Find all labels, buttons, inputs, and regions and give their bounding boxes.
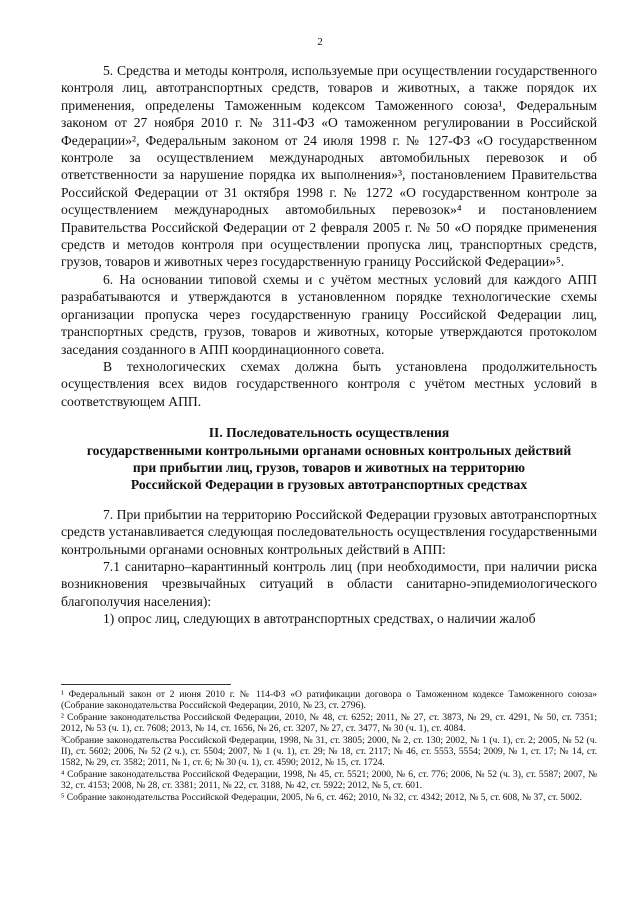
footnote-1: ¹ Федеральный закон от 2 июня 2010 г. № 114-ФЗ «О ратификации договора о Таможенном кодексе Таможенного союза» (Собрание законодательства Российской Федерации, 2010, № 23, ст. 2796). bbox=[61, 689, 597, 712]
section-heading-line: II. Последовательность осуществления bbox=[208, 425, 450, 441]
paragraph-7-1: 7.1 санитарно–карантинный контроль лиц (при необходимости, при наличии риска возникновения чрезвычайных ситуаций в области санитарно-эпидемиологического благополучия населения): bbox=[61, 558, 597, 609]
document-body bbox=[61, 62, 597, 628]
footnote-5: ⁵ Собрание законодательства Российской Федерации, 2005, № 6, ст. 462; 2010, № 32, ст. 4342; 2012, № 5, ст. 608, № 37, ст. 5002. bbox=[61, 791, 582, 803]
paragraph-6: 6. На основании типовой схемы и с учётом местных условий для каждого АПП разрабатываются и утверждаются в установленном порядке технологические схемы организации пропуска через государственную границу Российской Федерации лиц, транспортных средств, грузов, товаров и животных, которые утверждаются протоколом заседания созданного в АПП координационного совета. bbox=[61, 271, 597, 357]
footnote-divider bbox=[61, 684, 231, 685]
footnote-4: ⁴ Собрание законодательства Российской Федерации, 1998, № 45, ст. 5521; 2000, № 6, ст. 776; 2006, № 52 (ч. 3), ст. 5587; 2007, № 32, ст. 4153; 2008, № 28, ст. 3381; 2011, № 22, ст. 3188, № 42, ст. 5922; 2012, № 5, ст. 601. bbox=[61, 768, 597, 792]
paragraph-6-continued: В технологических схемах должна быть установлена продолжительность осуществления всех видов государственного контроля с учётом местных условий в соответствующем АПП. bbox=[61, 358, 597, 409]
section-heading-line: государственными контрольными органами основных контрольных действий bbox=[86, 442, 572, 458]
footnote-3: ³Собрание законодательства Российской Федерации, 1998, № 31, ст. 3805; 2000, № 2, ст. 130; 2002, № 1 (ч. 1), ст. 2; 2005, № 52 (ч. II), ст. 5602; 2006, № 52 (2 ч.), ст. 5504; 2007, № 1 (ч. 1), ст. 29; № 18, ст. 2117; № 46, ст. 5553, 5554; 2009, № 1, ст. 17; № 14, ст. 1582, № 29, ст. 3582; 2011, № 1, ст. 6; № 30 (ч. 1), ст. 4590; 2012, № 15, ст. 1724. bbox=[61, 734, 597, 769]
section-heading bbox=[61, 424, 597, 494]
paragraph-5: 5. Средства и методы контроля, используемые при осуществлении государственного контроля лиц, автотранспортных средств, товаров и животных, а также порядок их применения, определены Таможенным кодексом Таможенного союза¹, Федеральным законом от 27 ноября 2010 г. № 311-ФЗ «О таможенном регулировании в Российской Федерации»², Федеральным законом от 24 июля 1998 г. № 127-ФЗ «О государственном контроле за осуществлением международных автомобильных перевозок и об ответственности за нарушение порядка их выполнения»³, постановлением Правительства Российской Федерации от 31 октября 1998 г. № 1272 «О государственном контроле за осуществлением международных автомобильных перевозок»⁴ и постановлением Правительства Российской Федерации от 2 февраля 2005 г. № 50 «О порядке применения средств и методов контроля при осуществлении пропуска лиц, транспортных средств, грузов, товаров и животных через государственную границу Российской Федерации»⁵. bbox=[61, 63, 597, 270]
paragraph-7-1-item-1: 1) опрос лиц, следующих в автотранспортных средствах, о наличии жалоб bbox=[103, 611, 536, 627]
section-heading-line: Российской Федерации в грузовых автотранспортных средствах bbox=[130, 477, 528, 493]
paragraph-7: 7. При прибытии на территорию Российской Федерации грузовых автотранспортных средств устанавливается следующая последовательность осуществления государственными контрольными органами основных контрольных действий в АПП: bbox=[61, 506, 597, 557]
page-number: 2 bbox=[317, 36, 323, 48]
section-heading-line: при прибытии лиц, грузов, товаров и животных на территорию bbox=[132, 459, 526, 475]
footnotes bbox=[61, 684, 597, 803]
footnote-2: ² Собрание законодательства Российской Федерации, 2010, № 48, ст. 6252; 2011, № 27, ст. 3873, № 29, ст. 4291, № 50, ст. 7351; 2012, № 53 (ч. 1), ст. 7608; 2013, № 14, ст. 1656, № 26, ст. 3207, № 27, ст. 3477, № 30 (ч. 1), ст. 4084. bbox=[61, 711, 597, 735]
